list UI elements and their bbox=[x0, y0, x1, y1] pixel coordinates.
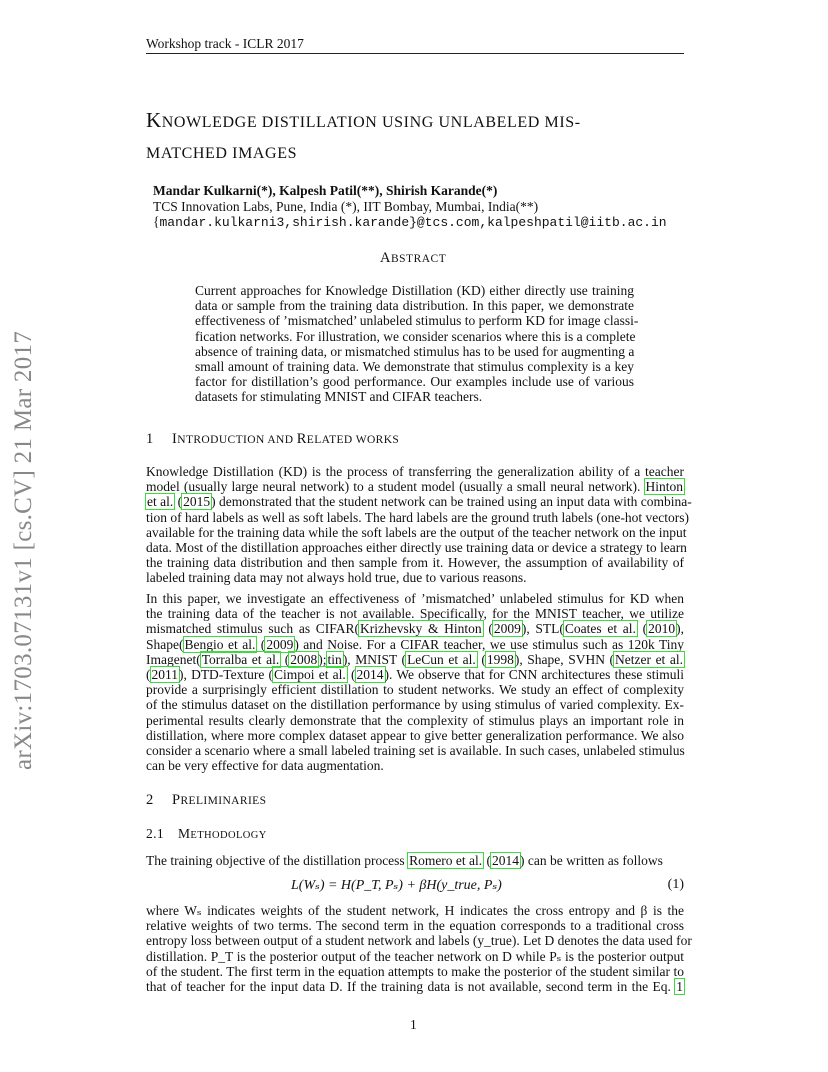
methodology-paragraph-2 bbox=[146, 903, 692, 994]
citation-link[interactable]: Hinton bbox=[645, 479, 684, 495]
abstract-heading-initial: A bbox=[380, 250, 391, 266]
text-line: et al. (2015) demonstrated that the student network can be trained using an input data with combina- bbox=[147, 494, 692, 510]
abstract-line: Current approaches for Knowledge Distillation (KD) either directly use training bbox=[195, 283, 634, 298]
text-line: the training data of the teacher is not available. Specifically, for the MNIST teacher, we utilize bbox=[146, 606, 684, 622]
abstract-body bbox=[195, 283, 639, 405]
text-run: ) and Noise. For a CIFAR teacher, we use stimulus such as 120k Tiny bbox=[294, 636, 685, 652]
citation-link[interactable]: 2014 bbox=[492, 853, 520, 868]
text-run: ), DTD-Texture ( bbox=[179, 666, 274, 682]
abstract-line: absence of training data, or mismatched stimulus has to be used for augmenting a bbox=[195, 343, 635, 359]
abstract-line: fication networks. For illustration, we consider scenarios where this is a complete bbox=[195, 328, 636, 344]
text-line: can be very effective for data augmentation. bbox=[146, 758, 384, 774]
subsection-2-1-heading bbox=[146, 826, 267, 842]
citation-link[interactable]: 2015 bbox=[183, 494, 211, 510]
section-title-part: RELIMINARIES bbox=[180, 795, 267, 807]
citation-link[interactable]: tin bbox=[327, 651, 342, 667]
section-title-part: NTRODUCTION AND bbox=[177, 434, 297, 446]
page-number: 1 bbox=[410, 1017, 417, 1032]
abstract-line: small amount of training data. We demonstrate that stimulus complexity is a key bbox=[195, 358, 634, 374]
intro-paragraph-1 bbox=[146, 464, 692, 586]
text-run: Shape( bbox=[146, 636, 184, 652]
intro-paragraph-2 bbox=[146, 591, 684, 773]
text-run: ), MNIST ( bbox=[342, 651, 407, 667]
citation-link[interactable]: 2009 bbox=[266, 636, 294, 652]
text-line: available for the training data while the soft labels are the output of the teacher network on the input bbox=[146, 524, 687, 540]
equation-number: (1) bbox=[667, 877, 684, 892]
citation-link[interactable]: Bengio et al. bbox=[184, 636, 256, 652]
equation-expression: L(Wₛ) = H(P_T, Pₛ) + βH(y_true, Pₛ) bbox=[291, 878, 502, 893]
text-run: ). We observe that for CNN architectures these stimuli bbox=[384, 666, 685, 682]
citation-link[interactable]: Torralba et al. bbox=[201, 651, 280, 667]
methodology-paragraph-1 bbox=[146, 853, 684, 868]
text-line bbox=[146, 979, 684, 994]
citation-link[interactable]: Coates et al. bbox=[564, 621, 636, 637]
citation-link[interactable]: Cimpoi et al. bbox=[274, 666, 346, 682]
citation-link[interactable]: et al. bbox=[147, 494, 174, 510]
citation-link[interactable]: Romero et al. bbox=[409, 853, 483, 868]
section-initial: I bbox=[172, 431, 178, 447]
citation-link[interactable]: LeCun et al. bbox=[407, 651, 476, 667]
text-line: where Wₛ indicates weights of the student network, H indicates the cross entropy and β is the bbox=[146, 903, 684, 918]
text-line: Imagenet(Torralba et al. (2008);tin), MNIST (LeCun et al. (1998), Shape, SVHN (Netzer et al. bbox=[146, 651, 683, 667]
author-emails bbox=[153, 214, 667, 230]
text-line: provide a surprisingly efficient distillation to student networks. We study an effect of complexity bbox=[146, 682, 684, 698]
text-line bbox=[146, 479, 684, 494]
abstract-line: factor for distillation’s good performance. Our examples include use of various bbox=[195, 374, 634, 390]
citation-link[interactable]: 1998 bbox=[486, 651, 514, 667]
text-line: data. Most of the distillation approaches either directly use training data or device a strategy to learn bbox=[146, 539, 687, 555]
abstract-heading bbox=[380, 250, 446, 267]
text-run: The training objective of the distillation process bbox=[146, 853, 405, 868]
citation-link[interactable]: 2014 bbox=[356, 666, 384, 682]
text-line: (2011), DTD-Texture (Cimpoi et al. (2014). We observe that for CNN architectures these stimuli bbox=[146, 666, 685, 682]
citation-link[interactable]: 2009 bbox=[493, 621, 521, 637]
text-run: can be written as follows bbox=[527, 853, 663, 868]
text-run: model (usually large neural network) to a student model (usually a small neural network). bbox=[146, 479, 641, 495]
title-line-1: NOWLEDGE DISTILLATION USING UNLABELED MIS- bbox=[161, 114, 581, 131]
paper-title bbox=[146, 106, 686, 168]
text-line: mismatched stimulus such as CIFAR(Krizhevsky & Hinton (2009), STL(Coates et al. (2010), bbox=[146, 621, 684, 637]
section-number: 1 bbox=[146, 431, 154, 447]
section-title-part: ELATED WORKS bbox=[306, 434, 400, 446]
text-line: In this paper, we investigate an effectiveness of ’mismatched’ unlabeled stimulus for KD when bbox=[146, 591, 684, 606]
abstract-line: data or sample from the training data distribution. In this paper, we demonstrate bbox=[195, 298, 634, 314]
text-line: the training data distribution and then sample from it. However, the assumption of availability of bbox=[146, 555, 684, 571]
text-run: ), Shape, SVHN ( bbox=[514, 651, 615, 667]
text-run: ), bbox=[676, 621, 684, 637]
text-line: consider a scenario where a small labeled training set is available. In such cases, unlabeled stimulus bbox=[146, 742, 685, 758]
header-rule bbox=[146, 53, 684, 54]
text-line: The training objective of the distillation process Romero et al. (2014) can be written as follows bbox=[146, 853, 663, 868]
text-line: distillation, where more complex dataset appear to give better generalization performance. We also bbox=[146, 727, 684, 743]
text-run: ), STL( bbox=[521, 621, 564, 637]
citation-link[interactable]: 2010 bbox=[648, 621, 676, 637]
section-title-part: ETHODOLOGY bbox=[190, 830, 267, 841]
abstract-line: datasets for stimulating MNIST and CIFAR teachers. bbox=[195, 389, 483, 405]
citation-link[interactable]: 2011 bbox=[151, 666, 178, 682]
section-initial: M bbox=[178, 826, 191, 841]
text-line: Shape(Bengio et al. (2009) and Noise. For a CIFAR teacher, we use stimulus such as 120k Tiny bbox=[146, 636, 685, 652]
text-run: Imagenet( bbox=[146, 651, 201, 667]
title-line-2: MATCHED IMAGES bbox=[146, 145, 298, 162]
text-run: that of teacher for the input data D. If the training data is not available, second term in the Eq. bbox=[146, 978, 671, 994]
citation-link[interactable]: 2008 bbox=[290, 651, 318, 667]
email-names: mandar.kulkarni3,shirish.karande bbox=[159, 215, 410, 230]
section-initial: P bbox=[172, 792, 181, 808]
text-run: demonstrated that the student network can be trained using an input data with combina- bbox=[219, 494, 692, 510]
email-domain-tcs: }@tcs.com, bbox=[409, 215, 488, 230]
arxiv-identifier-stamp: arXiv:1703.07131v1 [cs.CV] 21 Mar 2017 bbox=[10, 330, 37, 770]
text-line: perimental results clearly demonstrate that the complexity of stimulus plays an important role in bbox=[146, 712, 684, 728]
citation-link[interactable]: Krizhevsky & Hinton bbox=[360, 621, 482, 637]
email-iitb: kalpeshpatil@iitb.ac.in bbox=[487, 215, 667, 230]
section-initial: R bbox=[296, 431, 307, 447]
text-line: of the stimulus dataset on the distillation performance by using stimulus of varied complexity. Ex- bbox=[146, 697, 684, 713]
email-brace-open: { bbox=[153, 214, 160, 229]
text-line: distillation. P_T is the posterior output of the teacher network on D while Pₛ is the posterior output bbox=[146, 948, 684, 964]
title-initial: K bbox=[146, 108, 162, 132]
text-line: labeled training data may not always hold true, due to various reasons. bbox=[146, 570, 527, 586]
section-number: 2 bbox=[146, 792, 154, 808]
citation-link[interactable]: Netzer et al. bbox=[615, 651, 683, 667]
section-1-heading bbox=[146, 431, 399, 448]
text-line: Knowledge Distillation (KD) is the process of transferring the generalization ability of a teacher bbox=[146, 464, 684, 479]
affiliations: TCS Innovation Labs, Pune, India (*), IIT Bombay, Mumbai, India(**) bbox=[153, 199, 539, 214]
section-2-heading bbox=[146, 792, 266, 809]
text-line: entropy loss between output of a student network and labels (y_true). Let D denotes the data used for bbox=[146, 933, 692, 949]
abstract-line: effectiveness of ’mismatched’ unlabeled stimulus to perform KD for image classi- bbox=[195, 313, 639, 329]
text-run: mismatched stimulus such as CIFAR( bbox=[146, 621, 360, 637]
equation-reference-link[interactable]: 1 bbox=[676, 978, 684, 994]
subsection-number: 2.1 bbox=[146, 826, 165, 841]
abstract-heading-rest: BSTRACT bbox=[390, 253, 447, 265]
text-line: tion of hard labels as well as soft labels. The hard labels are the ground truth labels (one-hot vectors) bbox=[146, 509, 689, 525]
text-line: relative weights of two terms. The second term in the equation corresponds to a traditional cross bbox=[146, 918, 684, 934]
text-line: of the student. The first term in the equation attempts to make the posterior of the student similar to bbox=[146, 963, 684, 979]
author-list: Mandar Kulkarni(*), Kalpesh Patil(**), Shirish Karande(*) bbox=[153, 183, 498, 198]
running-header: Workshop track - ICLR 2017 bbox=[146, 36, 304, 51]
